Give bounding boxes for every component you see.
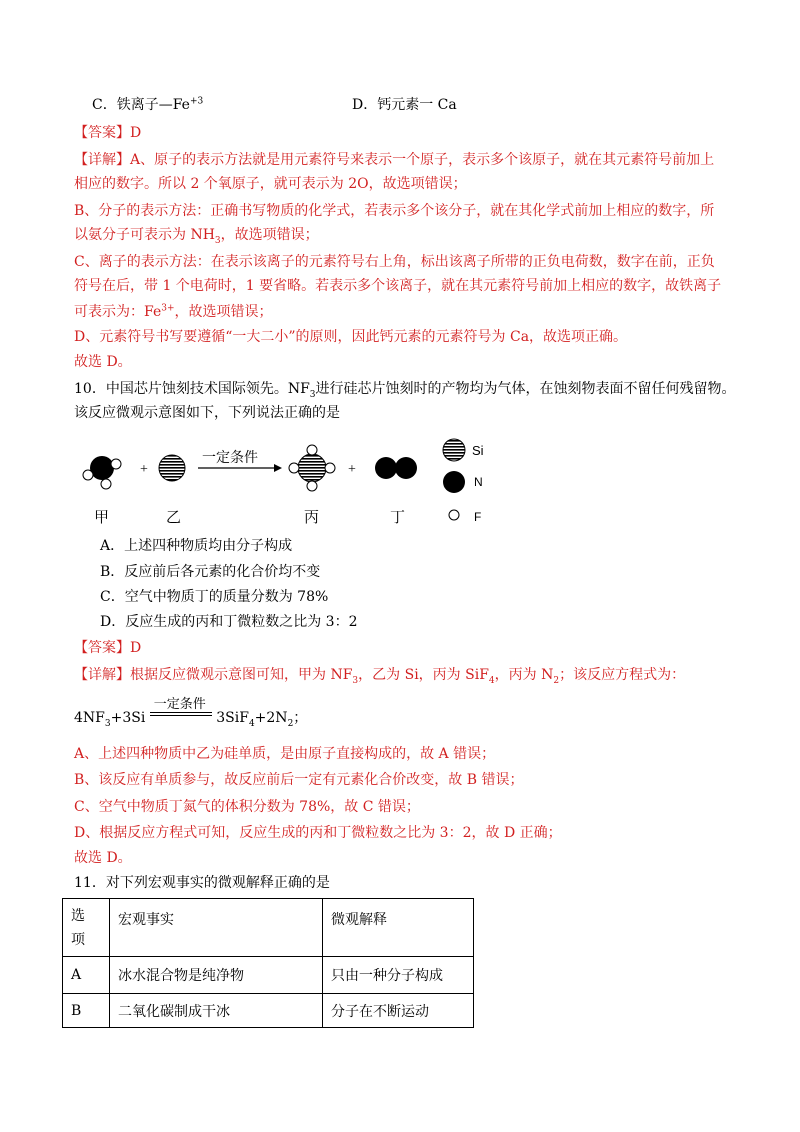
legend-n: N [474,475,483,489]
eq-line-top [150,712,212,713]
q10-analysis-b: B、该反应有单质参与，故反应前后一定有元素化合价改变，故 B 错误； [74,772,524,788]
header-option-line1: 选 [71,907,85,924]
header-option-line2: 项 [71,931,85,948]
header-option [63,899,110,957]
q10-option-d: D．反应生成的丙和丁微粒数之比为 3：2 [100,614,358,630]
label-jia: 甲 [94,508,110,526]
eq-left: 4NF [74,710,105,726]
row-a-fact: 冰水混合物是纯净物 [110,957,323,994]
eq-right1-sub: 4 [248,718,255,729]
q9-detail-line1: 【详解】A、原子的表示方法就是用元素符号来表示一个原子，表示多个该原子，就在其元素符号前加上 [74,152,715,168]
q10-detail [74,666,685,684]
q9-b2-pre: 以氨分子可表示为 NH [74,227,215,243]
q10-answer: 【答案】D [74,640,142,656]
eq-condition: 一定条件 [153,697,206,712]
q11-stem: 11．对下列宏观事实的微观解释正确的是 [74,875,330,891]
q10-stem-pre: 10．中国芯片蚀刻技术国际领先。NF [74,381,310,397]
option-d-prev: D．钙元素一 Ca [352,97,457,113]
q10-detail-sub3: 2 [553,675,560,686]
q10-detail-sub2: 4 [488,675,495,686]
table-row [63,994,474,1028]
q10-stem-sub: 3 [309,389,316,400]
legend-si: Si [472,443,484,458]
row-b-option: B [63,994,110,1028]
option-c-sup: +3 [189,96,204,107]
eq-end: ； [293,710,308,726]
row-b-explanation: 分子在不断运动 [323,994,474,1028]
table-header-row [63,899,474,957]
eq-mid: +3Si [110,710,146,726]
q10-option-a: A．上述四种物质均由分子构成 [100,538,293,554]
molecule-bing-sif4 [289,445,335,491]
q9-detail-line6: 符号在后，带 1 个电荷时，1 要省略。若表示多个该离子，就在其元素符号前加上相应的数字，故铁离子 [74,278,722,294]
header-fact: 宏观事实 [110,899,323,957]
eq-right2: +2N [254,710,288,726]
reaction-arrowhead [274,464,282,472]
eq-left-sub: 3 [104,718,111,729]
option-c-prev [92,96,203,114]
q10-option-c: C．空气中物质丁的质量分数为 78% [100,589,329,605]
plus-sign-1: + [140,462,148,477]
q10-option-b: B．反应前后各元素的化合价均不变 [100,564,321,580]
q9-detail-line7 [74,303,273,321]
q10-stem-line1 [74,380,736,398]
q10-detail-part3: ；该反应方程式为： [559,667,686,683]
q10-detail-pre: 【详解】根据反应微观示意图可知，甲为 NF [74,667,353,683]
header-explanation: 微观解释 [323,899,474,957]
legend [443,439,484,524]
row-a-option: A [63,957,110,994]
label-ding: 丁 [390,508,406,526]
molecule-ding-n2 [375,457,417,479]
label-bing: 丙 [304,508,320,526]
q9-b2-post: ，故选项错误； [220,227,319,243]
q9-answer: 【答案】D [74,125,142,141]
q10-stem-post: 进行硅芯片蚀刻时的产物均为气体，在蚀刻物表面不留任何残留物。 [315,381,736,397]
q9-detail-line4 [74,226,319,244]
reaction-condition: 一定条件 [202,450,258,466]
row-b-fact: 二氧化碳制成干冰 [110,994,323,1028]
reaction-diagram [72,428,512,528]
q10-detail-part1: ，乙为 Si，丙为 SiF [358,667,489,683]
q10-conclusion: 故选 D。 [74,850,132,866]
q10-detail-sub1: 3 [352,675,359,686]
q9-conclusion: 故选 D。 [74,354,132,370]
q9-c3-post: ，故选项错误； [174,304,273,320]
q9-detail-line3: B、分子的表示方法：正确书写物质的化学式，若表示多个该分子，就在其化学式前加上相应的数字，所 [74,203,715,219]
option-c-text: C．铁离子—Fe [92,97,190,113]
q9-c3-pre: 可表示为：Fe [74,304,162,320]
reaction-equation [74,693,308,729]
q9-c3-sup: 3+ [161,303,175,314]
legend-f: F [474,510,482,524]
q9-detail-line8: D、元素符号书写要遵循“一大二小”的原则，因此钙元素的元素符号为 Ca，故选项正确。 [74,329,628,345]
eq-right2-sub: 2 [287,718,294,729]
q10-analysis-a: A、上述四种物质中乙为硅单质，是由原子直接构成的，故 A 错误； [74,746,496,762]
eq-condition-box [150,693,212,723]
q10-stem-line2: 该反应微观示意图如下，下列说法正确的是 [74,405,340,421]
q9-b2-sub: 3 [214,235,221,246]
q9-detail-line2: 相应的数字。所以 2 个氧原子，就可表示为 2O，故选项错误； [74,176,467,192]
table-row [63,957,474,994]
molecule-jia-nf3 [83,456,121,489]
q10-detail-part2: ，丙为 N [494,667,554,683]
q9-detail-line5: C、离子的表示方法：在表示该离子的元素符号右上角，标出该离子所带的正负电荷数，数字在前，正负 [74,254,715,270]
atom-yi-si [159,455,185,481]
q11-table [62,898,474,1028]
plus-sign-2: + [348,462,356,477]
eq-line-bottom [150,715,212,716]
label-yi: 乙 [166,508,182,526]
q10-analysis-c: C、空气中物质丁氮气的体积分数为 78%，故 C 错误； [74,799,420,815]
q10-analysis-d: D、根据反应方程式可知，反应生成的丙和丁微粒数之比为 3：2，故 D 正确； [74,825,562,841]
eq-right1: 3SiF [216,710,249,726]
row-a-explanation: 只由一种分子构成 [323,957,474,994]
